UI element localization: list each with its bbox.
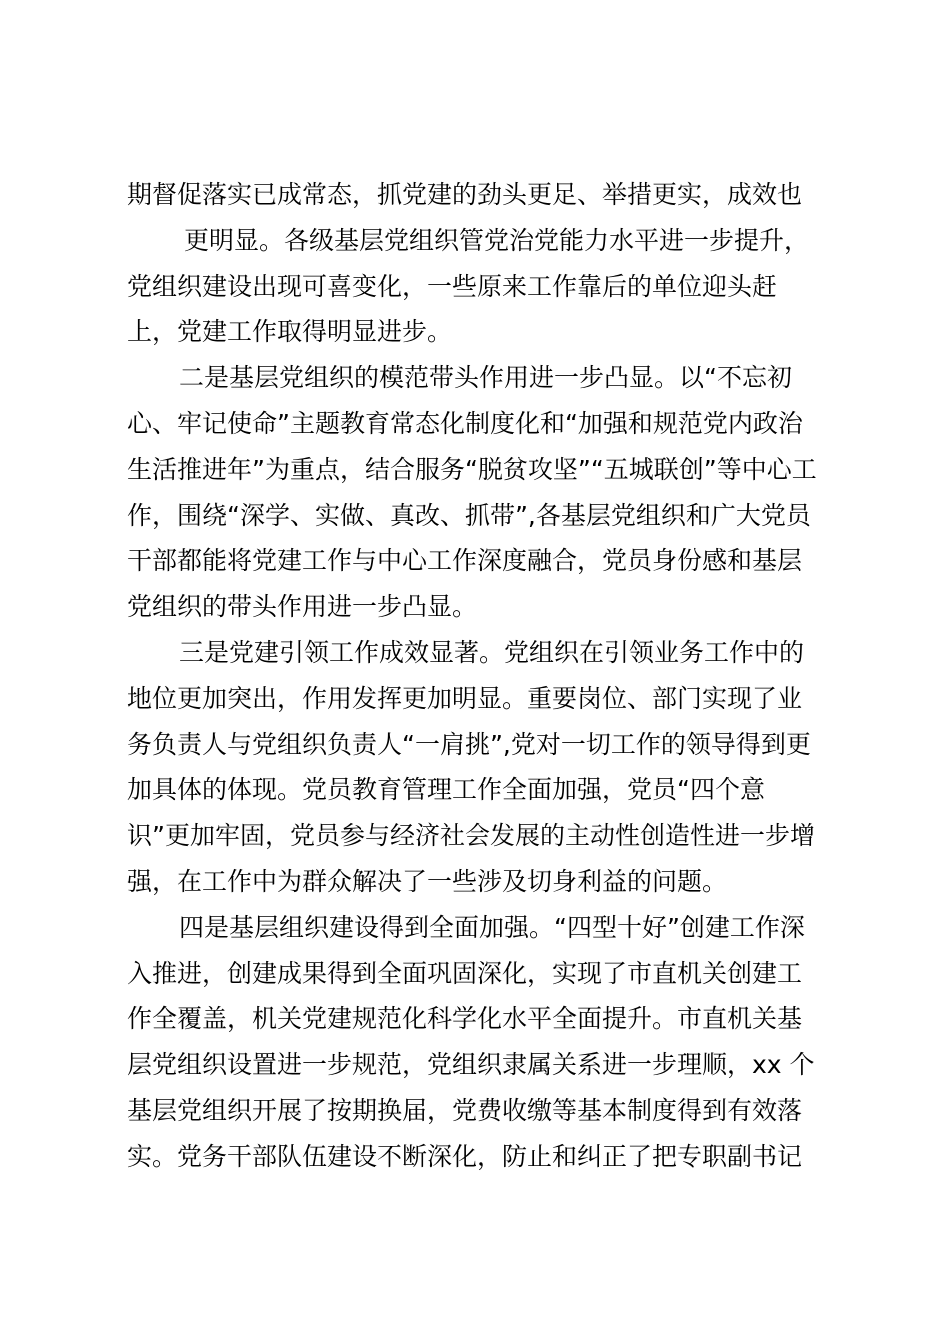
text-line: 党组织的带头作用进一步凸显。 [127,592,478,622]
text-line: 党组织建设出现可喜变化，一些原来工作靠后的单位迎头赶 [127,271,778,301]
text-line: 强，在工作中为群众解决了一些涉及切身利益的问题。 [127,866,728,896]
text-line: 基层党组织开展了按期换届，党费收缴等基本制度得到有效落 [127,1095,803,1125]
text-line: 生活推进年”为重点，结合服务“脱贫攻坚”“五城联创”等中心工 [127,454,817,484]
text-line: 层党组织设置进一步规范，党组织隶属关系进一步理顺，xx 个 [127,1050,815,1080]
paragraph-start-line: 二是基层党组织的模范带头作用进一步凸显。以“不忘初 [179,363,792,393]
text-line: 实。党务干部队伍建设不断深化，防止和纠正了把专职副书记 [127,1141,803,1171]
text-line: 作全覆盖，机关党建规范化科学化水平全面提升。市直机关基 [127,1004,803,1034]
text-line: 地位更加突出，作用发挥更加明显。重要岗位、部门实现了业 [127,683,803,713]
text-line: 干部都能将党建工作与中心工作深度融合，党员身份感和基层 [127,546,803,576]
text-line: 识”更加牢固，党员参与经济社会发展的主动性创造性进一步增 [127,821,815,851]
text-line: 务负责人与党组织负责人“一肩挑”,党对一切工作的领导得到更 [127,729,811,759]
text-line: 期督促落实已成常态，抓党建的劲头更足、举措更实，成效也 [127,180,803,209]
text-line: 作，围绕“深学、实做、真改、抓带”,各基层党组织和广大党员 [127,500,811,530]
paragraph-start-line: 四是基层组织建设得到全面加强。“四型十好”创建工作深 [179,912,805,942]
paragraph-start-line: 三是党建引领工作成效显著。党组织在引领业务工作中的 [179,637,805,667]
text-line: 心、牢记使命”主题教育常态化制度化和“加强和规范党内政治 [127,408,803,438]
document-body [127,172,837,1180]
text-line: 上，党建工作取得明显进步。 [127,317,453,347]
text-line: 入推进，创建成果得到全面巩固深化，实现了市直机关创建工 [127,958,803,988]
text-line: 加具体的体现。党员教育管理工作全面加强，党员“四个意 [127,775,765,805]
text-line: 更明显。各级基层党组织管党治党能力水平进一步提升， [184,225,810,255]
